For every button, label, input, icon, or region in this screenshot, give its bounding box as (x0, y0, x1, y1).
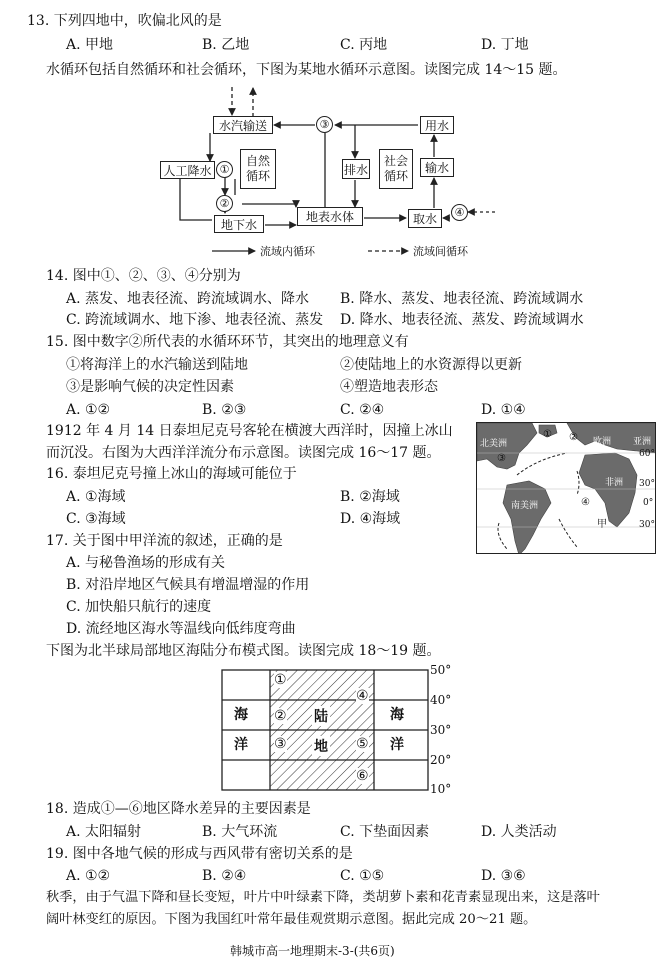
label-4: ④ (451, 204, 468, 221)
map-num-4: ④ (581, 497, 590, 508)
q19-opt-c: C. ①⑤ (340, 868, 385, 884)
label-3: ③ (316, 116, 333, 133)
intro-16-17-line1: 1912 年 4 月 14 日泰坦尼克号客轮在横渡大西洋时，因撞上冰山 (46, 423, 453, 439)
q15-opt-b: B. ②③ (202, 402, 247, 418)
natural-cycle-label (240, 149, 276, 189)
box-vapor-transport: 水汽输送 (213, 116, 273, 134)
q17-opt-a: A. 与秘鲁渔场的形成有关 (66, 555, 226, 571)
atlantic-current-map (476, 422, 656, 554)
q17-opt-c: C. 加快船只航行的速度 (66, 599, 212, 615)
label-2: ② (216, 195, 233, 212)
map-label-south-america: 南美洲 (511, 501, 539, 511)
intro-20-21-line1: 秋季，由于气温下降和昼长变短，叶片中叶绿素下降，类胡萝卜素和花青素显现出来，这是落叶 (46, 890, 600, 905)
grid-num-1: ① (274, 672, 287, 688)
grid-num-5: ⑤ (356, 736, 369, 752)
map-label-jia: 甲 (597, 519, 607, 530)
q17-opt-d: D. 流经地区海水等温线向低纬度弯曲 (66, 621, 296, 637)
map-label-europe: 欧洲 (593, 437, 612, 447)
q13-opt-a: A. 甲地 (66, 37, 114, 53)
grid-land-1: 陆 (312, 706, 330, 726)
intro-18-19: 下图为北半球局部地区海陆分布模式图。读图完成 18～19 题。 (46, 643, 441, 659)
q16-stem: 16. 泰坦尼克号撞上冰山的海域可能位于 (46, 466, 297, 482)
water-cycle-diagram (150, 85, 510, 265)
q16-opt-d: D. ④海域 (340, 511, 401, 527)
q15-opt-a: A. ①② (66, 402, 111, 418)
q13-opt-d: D. 丁地 (481, 37, 529, 53)
label-1: ① (216, 161, 233, 178)
natural-cycle-line2: 循环 (245, 169, 270, 183)
q18-opt-b: B. 大气环流 (202, 824, 278, 840)
q13-opt-c: C. 丙地 (340, 37, 388, 53)
grid-num-4: ④ (356, 688, 369, 704)
q14-stem: 14. 图中①、②、③、④分别为 (46, 268, 241, 284)
social-cycle-label (379, 149, 413, 189)
map-num-2: ② (569, 432, 578, 443)
q17-opt-b: B. 对沿岸地区气候具有增温增湿的作用 (66, 577, 310, 593)
natural-cycle-line1: 自然 (245, 154, 270, 168)
box-water-intake: 取水 (408, 209, 442, 228)
q19-opt-d: D. ③⑥ (481, 868, 526, 884)
q13-stem: 13. 下列四地中，吹偏北风的是 (27, 13, 222, 29)
grid-sea-left-1: 海 (234, 707, 248, 723)
q15-stem: 15. 图中数字②所代表的水循环环节，其突出的地理意义有 (46, 334, 409, 350)
q15-item-2: ②使陆地上的水资源得以更新 (340, 357, 522, 373)
q13-opt-b: B. 乙地 (202, 37, 250, 53)
q14-opt-b: B. 降水、蒸发、地表径流、跨流域调水 (340, 291, 584, 307)
q15-item-4: ④塑造地表形态 (340, 379, 438, 395)
q15-item-3: ③是影响气候的决定性因素 (66, 379, 234, 395)
q18-opt-c: C. 下垫面因素 (340, 824, 430, 840)
grid-lat-40: 40° (430, 693, 452, 707)
q14-opt-d: D. 降水、地表径流、蒸发、跨流域调水 (340, 312, 584, 328)
grid-lines (220, 668, 460, 792)
grid-lat-10: 10° (430, 782, 452, 796)
q15-item-1: ①将海洋上的水汽输送到陆地 (66, 357, 248, 373)
q19-stem: 19. 图中各地气候的形成与西风带有密切关系的是 (46, 846, 353, 862)
q18-opt-a: A. 太阳辐射 (66, 824, 142, 840)
social-cycle-line2: 循环 (383, 169, 408, 183)
q16-opt-c: C. ③海域 (66, 511, 126, 527)
social-cycle-line1: 社会 (383, 154, 408, 168)
grid-lat-30: 30° (430, 723, 452, 737)
q14-opt-c: C. 跨流域调水、地下渗、地表径流、蒸发 (66, 312, 324, 328)
map-lat-60: 60° (639, 449, 655, 459)
legend-inner-basin: 流域内循环 (260, 245, 315, 258)
q17-stem: 17. 关于图中甲洋流的叙述，正确的是 (46, 533, 283, 549)
land-sea-grid (220, 663, 460, 796)
map-num-1: ① (543, 429, 552, 440)
box-surface-water: 地表水体 (297, 207, 363, 226)
q18-stem: 18. 造成①—⑥地区降水差异的主要因素是 (46, 801, 311, 817)
intro-16-17-line2: 而沉没。右图为大西洋洋流分布示意图。读图完成 16～17 题。 (46, 445, 441, 461)
q19-opt-a: A. ①② (66, 868, 111, 884)
grid-sea-right-1: 海 (390, 707, 404, 723)
intro-14-15: 水循环包括自然循环和社会循环，下图为某地水循环示意图。读图完成 14～15 题。 (46, 62, 567, 78)
q15-opt-c: C. ②④ (340, 402, 385, 418)
grid-sea-right-2: 洋 (390, 737, 404, 753)
map-lat-30s: 30° (639, 520, 655, 530)
q16-opt-a: A. ①海域 (66, 489, 126, 505)
q14-opt-a: A. 蒸发、地表径流、跨流域调水、降水 (66, 291, 310, 307)
legend-inter-basin: 流域间循环 (413, 245, 468, 258)
grid-lat-20: 20° (430, 753, 452, 767)
box-drainage: 排水 (342, 159, 370, 179)
map-lat-30n: 30° (639, 479, 655, 489)
box-water-supply: 输水 (420, 158, 454, 177)
grid-num-6: ⑥ (356, 768, 369, 784)
grid-land-2: 地 (312, 736, 330, 756)
intro-20-21-line2: 阔叶林变红的原因。下图为我国红叶常年最佳观赏期示意图。据此完成 20～21 题。 (46, 912, 537, 927)
map-lat-0: 0° (643, 498, 654, 508)
grid-num-2: ② (274, 708, 287, 724)
q15-opt-d: D. ①④ (481, 402, 526, 418)
q16-opt-b: B. ②海域 (340, 489, 400, 505)
box-groundwater: 地下水 (214, 215, 264, 233)
page-footer: 韩城市高一地理期末-3-(共6页) (230, 944, 395, 958)
q19-opt-b: B. ②④ (202, 868, 247, 884)
grid-num-3: ③ (274, 736, 287, 752)
box-water-use: 用水 (420, 116, 454, 134)
grid-sea-left-2: 洋 (234, 737, 248, 753)
box-artificial-rain: 人工降水 (160, 161, 215, 179)
q18-opt-d: D. 人类活动 (481, 824, 557, 840)
grid-lat-50: 50° (430, 663, 452, 677)
map-label-africa: 非洲 (605, 478, 624, 488)
map-label-north-america: 北美洲 (480, 439, 508, 449)
map-num-3: ③ (497, 453, 506, 464)
map-label-asia: 亚洲 (633, 437, 652, 447)
